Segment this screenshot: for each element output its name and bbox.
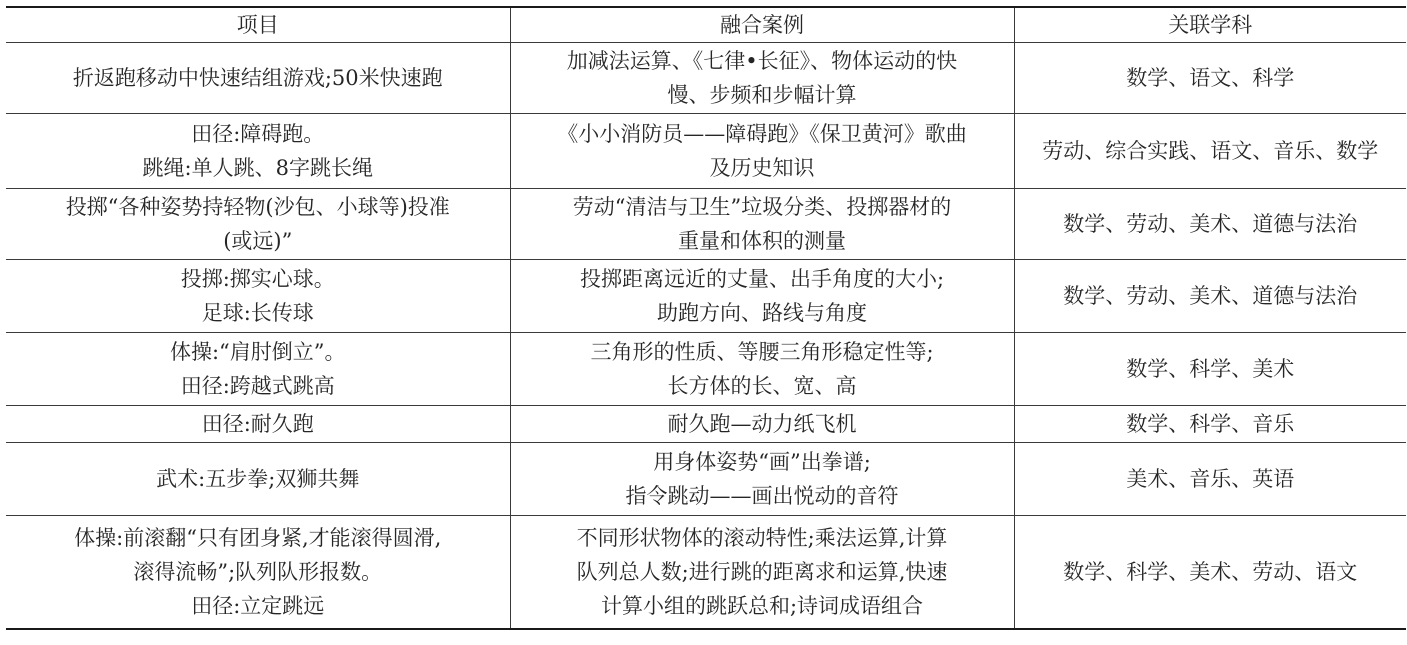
- project-cell: [6, 114, 510, 189]
- project-line: 投掷:掷实心球。: [180, 267, 335, 291]
- subjects-line: 美术、音乐、英语: [1126, 467, 1295, 491]
- project-line: 折返跑移动中快速结组游戏;50米快速跑: [72, 66, 443, 90]
- table-row: [6, 333, 1406, 406]
- header-row: [6, 7, 1406, 43]
- header-case: 融合案例: [510, 7, 1014, 43]
- table-row: [6, 114, 1406, 189]
- project-cell: [6, 406, 510, 443]
- project-line: 足球:长传球: [201, 301, 314, 325]
- case-cell: [510, 516, 1014, 630]
- subjects-cell: [1014, 43, 1406, 114]
- case-line: 耐久跑—动力纸飞机: [667, 412, 857, 436]
- subjects-line: 数学、劳动、美术、道德与法治: [1063, 284, 1358, 308]
- table-row: [6, 406, 1406, 443]
- case-line: 队列总人数;进行跳的距离求和运算,快速: [576, 560, 948, 584]
- header-project: 项目: [6, 7, 510, 43]
- project-line: 跳绳:单人跳、8字跳长绳: [142, 156, 373, 180]
- case-line: 计算小组的跳跃总和;诗词成语组合: [600, 594, 924, 618]
- header-subjects: 关联学科: [1014, 7, 1406, 43]
- project-line: 田径:耐久跑: [201, 412, 314, 436]
- table-row: [6, 443, 1406, 516]
- project-line: 田径:障碍跑。: [191, 122, 325, 146]
- project-line: 滚得流畅”;队列队形报数。: [133, 560, 383, 584]
- project-cell: [6, 43, 510, 114]
- subjects-line: 劳动、综合实践、语文、音乐、数学: [1042, 139, 1379, 163]
- case-line: 重量和体积的测量: [678, 229, 846, 253]
- subjects-cell: [1014, 189, 1406, 260]
- subjects-line: 数学、语文、科学: [1126, 66, 1295, 90]
- table-row: [6, 189, 1406, 260]
- case-cell: [510, 333, 1014, 406]
- subjects-line: 数学、劳动、美术、道德与法治: [1063, 212, 1358, 236]
- case-cell: [510, 443, 1014, 516]
- case-line: 投掷距离远近的丈量、出手角度的大小;: [579, 267, 945, 291]
- case-line: 指令跳动——画出悦动的音符: [625, 484, 899, 508]
- project-line: 体操:前滚翻“只有团身紧,才能滚得圆滑,: [74, 526, 442, 550]
- case-cell: [510, 114, 1014, 189]
- case-line: 及历史知识: [709, 156, 815, 180]
- table-row: [6, 43, 1406, 114]
- subjects-cell: [1014, 406, 1406, 443]
- case-line: 长方体的长、宽、高: [667, 374, 857, 398]
- table-container: [6, 6, 1406, 630]
- subjects-cell: [1014, 114, 1406, 189]
- project-cell: [6, 333, 510, 406]
- project-cell: [6, 189, 510, 260]
- project-line: 田径:立定跳远: [191, 594, 325, 618]
- project-line: 体操:“肩肘倒立”。: [169, 340, 346, 364]
- project-line: 投掷“各种姿势持轻物(沙包、小球等)投准: [65, 195, 450, 219]
- case-line: 三角形的性质、等腰三角形稳定性等;: [590, 340, 934, 364]
- project-line: (或远)”: [223, 229, 293, 253]
- project-line: 武术:五步拳;双狮共舞: [156, 467, 360, 491]
- case-line: 加减法运算、《七律•长征》、物体运动的快: [566, 49, 958, 73]
- subjects-line: 数学、科学、美术: [1126, 357, 1295, 381]
- case-line: 不同形状物体的滚动特性;乘法运算,计算: [576, 526, 948, 550]
- case-cell: [510, 43, 1014, 114]
- subjects-line: 数学、科学、音乐: [1126, 412, 1295, 436]
- project-line: 田径:跨越式跳高: [180, 374, 335, 398]
- case-line: 劳动“清洁与卫生”垃圾分类、投掷器材的: [572, 195, 952, 219]
- subjects-cell: [1014, 260, 1406, 333]
- subjects-cell: [1014, 333, 1406, 406]
- project-cell: [6, 516, 510, 630]
- integration-table: [6, 6, 1406, 630]
- case-line: 慢、步频和步幅计算: [667, 83, 857, 107]
- subjects-cell: [1014, 443, 1406, 516]
- table-row: [6, 260, 1406, 333]
- project-cell: [6, 443, 510, 516]
- case-cell: [510, 260, 1014, 333]
- project-cell: [6, 260, 510, 333]
- case-line: 《小小消防员——障碍跑》《保卫黄河》歌曲: [557, 122, 967, 146]
- case-line: 用身体姿势“画”出拳谱;: [653, 450, 871, 474]
- subjects-line: 数学、科学、美术、劳动、语文: [1063, 560, 1358, 584]
- table-row: [6, 516, 1406, 630]
- case-line: 助跑方向、路线与角度: [657, 301, 867, 325]
- case-cell: [510, 189, 1014, 260]
- subjects-cell: [1014, 516, 1406, 630]
- case-cell: [510, 406, 1014, 443]
